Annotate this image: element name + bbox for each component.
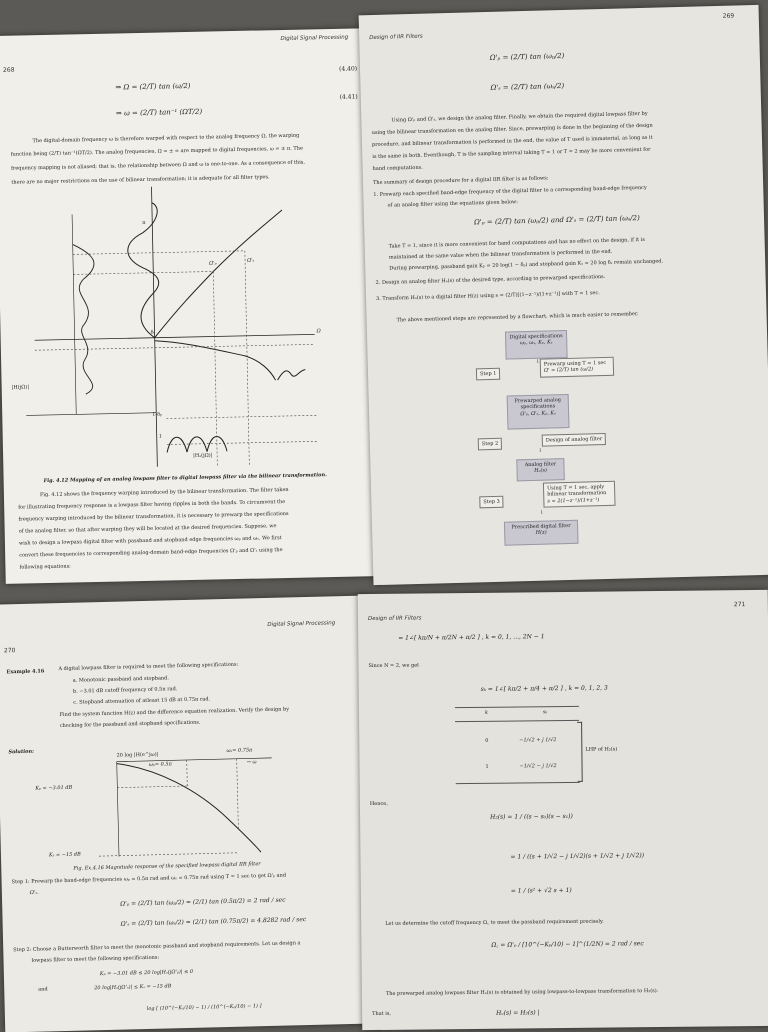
paragraph-line: for illustrating frequency response is a lowpass filter having ripples in both the bands. To circumvent the — [18, 499, 286, 511]
flowchart-step-1-description: Prewarp using T = 1 sec Ω' = (2/T) tan (ω/2) — [540, 357, 614, 377]
book-page-270 — [0, 596, 377, 1032]
paragraph-line: During prewarping, passband gain Kₚ = 20 log(1 − δₚ) and stopband gain Kₛ = 20 log δₛ remain unchanged. — [389, 258, 664, 272]
since-line: Since N = 2, we get — [368, 662, 420, 670]
flowchart-step-1-label: Step 1 — [476, 368, 501, 381]
flowchart-step-3-label: Step 3 — [479, 496, 504, 509]
solution-step: Step 1: Prewarp the band-edge frequencies ωₚ = 0.5π rad and ωₛ = 0.75π rad using T = 1 sec to get Ω'ₚ and — [11, 872, 287, 886]
flowchart-step-2-description: Design of analog filter — [542, 433, 607, 447]
flowchart-intro: The above mentioned steps are represented by a flowchart, which is much easier to remember. — [396, 311, 639, 324]
task-line: checking for the passband and stopband specifications. — [59, 719, 201, 730]
flowchart-arrow: ↓ — [537, 447, 543, 454]
specification-item: b. −3.01 dB cutoff frequency of 0.5π rad. — [72, 686, 178, 695]
page-number: 271 — [733, 601, 746, 609]
figure-caption: Fig. 4.12 Mapping of an analog lowpass filter to digital lowpass filter via the bilinear transformation. — [43, 472, 327, 485]
figure-caption: Fig. Ex.4.16 Magnitude response of the specified lowpass digital IIR filter — [73, 861, 261, 872]
paragraph-line: of the analog filter, so that after warping they will be located at the desired frequencies. Suppose, we — [18, 523, 277, 535]
solution-step: lowpass filter to meet the following specifications: — [31, 954, 160, 964]
equation-poles: sₖ = 1∠[ kπ/2 + π/4 + π/2 ] , k = 0, 1, 2, 3 — [480, 684, 608, 693]
cutoff-line: Let us determine the cutoff frequency Ω꜀ to meet the passband requirement precisely. — [385, 918, 604, 927]
prewarped-line: The prewarped analog lowpass filter Hₐ(s) is obtained by using lowpass-to-lowpass transformation to H₂(s). — [385, 988, 659, 997]
task-line: Find the system function H(z) and the difference equation realization. Verify the design by — [59, 706, 290, 719]
book-page-268 — [0, 28, 384, 584]
paragraph-line: convert these frequencies to corresponding analog-domain band-edge frequencies Ω'ₚ and Ω'ₛ using the — [19, 547, 283, 559]
table-rule — [456, 782, 580, 784]
paragraph-line: frequency mapping is not aliased; that is, the relationship between Ω and ω is one-to-one. As a consequence of this, — [11, 159, 306, 172]
equation-number: (4.41) — [339, 93, 358, 101]
lhp-label: LHP of H₂(s) — [585, 746, 618, 753]
flowchart-step-3-description: Using T = 1 sec, apply bilinear transformation s = 2(1−z⁻¹)/(1+z⁻¹) — [543, 481, 616, 508]
running-header: Digital Signal Processing — [280, 34, 349, 43]
running-header: Design of IIR Filters — [367, 615, 422, 623]
flowchart-box-prewarped-specs: Prewarped analog specifications Ω'ₚ, Ω'ₛ, Kₚ, Kₛ — [507, 394, 570, 430]
equation-prewarp-p: Ω'ₚ = (2/T) tan (ωₚ/2) = (2/1) tan (0.5π/2) = 2 rad / sec — [120, 896, 286, 908]
fig-label-kp: Kₚ = −3.01 dB — [35, 784, 73, 792]
fig-label-one: 1 — [158, 433, 162, 440]
running-header: Design of IIR Filters — [369, 33, 423, 42]
paragraph-line: is the same in both. Eventhough, T is the sampling interval taking T = 1 or T = 2 may be more convenient for — [372, 146, 651, 161]
hence-label: Hence, — [369, 800, 388, 808]
table-cell-sk: −1/√2 + j 1/√2 — [519, 737, 557, 744]
fig-label-magnitude: 20 log |H(e^jω)| — [116, 751, 159, 759]
equation-4-40: ⇒ Ω = (2/T) tan (ω/2) — [115, 81, 191, 92]
design-condition: 20 log|Hₐ(jΩ'ₛ)| ≤ Kₛ = −15 dB — [94, 983, 172, 992]
fig-label-ws: ωₛ= 0.75π — [226, 747, 253, 754]
fig-label-one-minus-delta: 1-δₚ — [152, 411, 163, 418]
paragraph-line: hand computations. — [372, 164, 423, 173]
procedure-step: 3. Transform Hₐ(s) to a digital filter H(z) using s = (2/T)[(1−z⁻¹)/(1+z⁻¹)] with T = 1 sec. — [375, 290, 600, 302]
page-number: 269 — [722, 12, 735, 20]
equation-h2-expanded: = 1 / ((s + 1/√2 − j 1/√2)(s + 1/√2 + j 1/√2)) — [510, 852, 645, 861]
problem-statement: A digital lowpass filter is required to meet the following specifications: — [58, 661, 239, 673]
equation-4-41: ⇒ ω = (2/T) tan⁻¹ (ΩT/2) — [115, 107, 203, 118]
paragraph-line: maintained at the same value when the bilinear transformation is performed in the end. — [388, 248, 613, 261]
fig-label-omega: Ω — [316, 328, 321, 335]
flowchart-step-2-label: Step 2 — [478, 438, 503, 451]
paragraph-line: function being (2/T) tan⁻¹(ΩT/2). The analog frequencies, Ω = ± ∞ are mapped to digital frequencies, ω = ± π. The — [10, 145, 303, 158]
table-brace — [577, 722, 583, 782]
flowchart-box-digital-specs: Digital specifications ωₚ, ωₛ, Kₚ, Kₛ — [505, 330, 568, 360]
paragraph-line: following equations: — [19, 563, 71, 571]
fig-label-omega-p: Ω'ₚ — [209, 260, 217, 267]
fig-label-ha: |Hₐ(jΩ)| — [193, 452, 213, 459]
procedure-step: 1. Prewarp each specified band-edge frequency of the digital filter to a corresponding band-edge frequency — [373, 184, 647, 199]
paragraph-line: Take T = 1, since it is more convenient for hand computations and has no effect on the design, if it is — [388, 236, 645, 250]
procedure-step: 2. Design an analog filter Hₐ(s) of the desired type, according to prewarped specifications. — [375, 273, 606, 286]
summary-heading: The summary of design procedure for a digital IIR filter is as follows: — [372, 175, 549, 187]
fig-label-mag: |H(jΩ)| — [11, 384, 30, 391]
equation-poles-general: = 1∠[ kπ/N + π/2N + π/2 ] , k = 0, 1, ..., 2N − 1 — [398, 633, 545, 642]
equation-prewarp-s: Ω'ₛ = (2/T) tan (ωₛ/2) = (2/1) tan (0.75π/2) = 4.8282 rad / sec — [120, 916, 307, 928]
flowchart-box-analog-filter: Analog filter Hₐ(s) — [516, 458, 565, 481]
table-header-k: k — [484, 709, 489, 716]
equation-order: log [ (10^(−Kₛ/10) − 1) / (10^(−Kₚ/10) − 1) ] — [146, 1003, 262, 1013]
equation-number: (4.40) — [339, 65, 358, 73]
example-label: Example 4.16 — [6, 668, 45, 676]
that-is-label: That is, — [372, 1010, 392, 1018]
fig-label-delta-s: δₛ — [150, 329, 156, 336]
solution-step: Ω'ₛ. — [29, 889, 39, 896]
paragraph-line: there are no major restrictions on the use of bilinear transformation; it is adequate for all filter types. — [11, 174, 270, 186]
paragraph-line: using the bilinear transformation on the analog filter. Since, prewarping is done in the beginning of the design — [371, 122, 653, 137]
flowchart-box-digital-filter: Prescribed digital filter H(z) — [504, 520, 579, 546]
running-header: Digital Signal Processing — [267, 620, 336, 628]
equation-h2-final: = 1 / (s² + √2 s + 1) — [510, 886, 572, 895]
procedure-step: of an analog filter using the equations given below: — [387, 199, 518, 209]
flowchart-arrow: ↓ — [539, 509, 544, 516]
book-page-271 — [358, 590, 768, 1030]
book-page-269 — [359, 5, 768, 585]
fig-label-ks: Kₛ = −15 dB — [48, 851, 81, 859]
table-cell-sk: −1/√2 − j 1/√2 — [519, 763, 557, 770]
table-header-sk: sₖ — [542, 709, 548, 716]
flowchart-arrow: ↓ — [535, 358, 541, 365]
equation-cutoff: Ω꜀ = Ω'ₚ / [10^(−Kₚ/10) − 1]^(1/2N) = 2 rad / sec — [491, 940, 644, 949]
figure-4-12-frequency-warping — [11, 178, 367, 473]
table-rule — [455, 720, 579, 722]
fig-label-pi: π — [142, 219, 146, 226]
design-condition: Kₚ = −3.01 dB ≤ 20 log|Hₐ(jΩ'ₚ)| ≤ 0 — [99, 968, 194, 978]
paragraph-line: procedure, and bilinear transformation is performed in the end, the value of T used is immaterial, as long as it — [371, 134, 653, 149]
table-cell-k: 0 — [485, 737, 489, 744]
paragraph-line: Fig. 4.12 shows the frequency warping introduced by the bilinear transformation. The filter taken — [39, 486, 289, 499]
paragraph-line: wish to design a lowpass digital filter with passband and stopband edge frequencies ωₚ and ωₛ. We first — [18, 535, 282, 547]
fig-label-wp: ωₚ= 0.5π — [148, 761, 172, 768]
equation-h2-factored: H₂(s) = 1 / ((s − s₀)(s − s₁)) — [490, 812, 573, 821]
solution-step: Step 2: Choose a Butterworth filter to meet the monotonic passband and stopband requirements. Let us design a — [13, 940, 301, 954]
equation-prewarp-both: Ω'ₚ = (2/T) tan (ωₚ/2) and Ω'ₛ = (2/T) tan (ωₛ/2) — [473, 214, 640, 227]
specification-item: a. Monotonic passband and stopband. — [72, 675, 169, 684]
table-cell-k: 1 — [485, 763, 489, 770]
specification-item: c. Stopband attenuation of atleast 15 dB at 0.75π rad. — [73, 696, 211, 706]
page-number: 268 — [2, 66, 15, 74]
and-word: and — [38, 986, 48, 993]
equation-ha: Hₐ(s) = H₂(s) | — [496, 1009, 540, 1017]
paragraph-line: Using Ω'ₚ and Ω'ₛ, we design the analog filter. Finally, we obtain the required digital lowpass filter by — [391, 110, 648, 124]
table-rule — [455, 706, 579, 708]
equation-prewarp-p: Ω'ₚ = (2/T) tan (ωₚ/2) — [489, 51, 565, 62]
paragraph-line: The digital-domain frequency ω is therefore warped with respect to the analog frequency Ω, the warping — [32, 132, 300, 145]
fig-label-w: → ω — [246, 759, 257, 766]
fig-label-omega-s: Ω'ₛ — [247, 257, 255, 264]
solution-label: Solution: — [8, 748, 35, 756]
page-number: 270 — [3, 647, 16, 655]
equation-prewarp-s: Ω'ₛ = (2/T) tan (ωₛ/2) — [490, 81, 565, 92]
paragraph-line: frequency warping introduced by the bilinear transformation, it is necessary to prewarp the specifications — [18, 510, 289, 523]
